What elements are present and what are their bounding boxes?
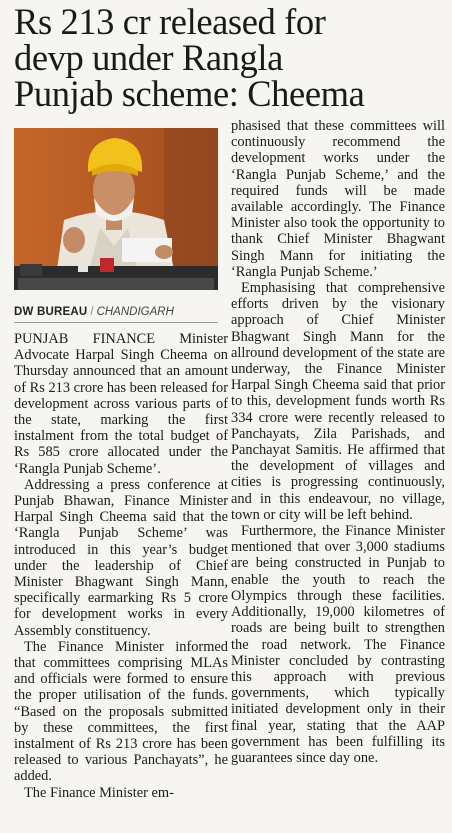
headline <box>14 1 444 114</box>
headline-line-1: Rs 213 cr released for <box>14 1 326 42</box>
paragraph-3: The Finance Minister informed that committees comprising MLAs and officials were formed to ensure the proper utilisation of the funds. “Based on the proposals submitted by these committees, the first instalment of Rs 213 crore has been released to various Panchayats”, he added. <box>14 638 228 785</box>
news-photo-icon <box>14 128 218 290</box>
paragraph-4-start: The Finance Minister em- <box>24 784 174 801</box>
article-column-right <box>231 118 445 766</box>
byline-separator: / <box>90 306 94 318</box>
byline-divider <box>14 322 218 323</box>
headline-line-3: Punjab scheme: Cheema <box>14 73 365 114</box>
paragraph-4-continued: phasised that these committees will continuously recommend the development works under the ‘Rangla Punjab Scheme,’ and the required funds will be made available accordingly. The Finance Minister also took the opportunity to thank Chief Minister Bhagwant Singh Mann for initiating the ‘Rangla Punjab Scheme.’ <box>231 118 445 280</box>
paragraph-1: PUNJAB FINANCE Minister Advocate Harpal Singh Cheema on Thursday announced that an amount of Rs 213 crore has been released for development across various parts of the state, marking the first instalment from the total budget of Rs 585 crore allocated under the ‘Rangla Punjab Scheme’. <box>14 331 228 477</box>
byline-bureau: DW BUREAU <box>14 306 88 318</box>
news-photo <box>14 128 218 290</box>
paragraph-5: Emphasising that comprehensive efforts driven by the visionary approach of Chief Minister Bhagwant Singh Mann for the allround development of the state are underway, the Finance Minister Harpal Singh Cheema said that prior to this, development funds worth Rs 334 crore were recently released to Panchayats, Zila Parishads, and Panchayat Samitis. He affirmed that the development of villages and cities is progressing continuously, and in this endeavour, no village, town or city will be left behind. <box>231 280 445 523</box>
article-column-left <box>14 331 228 801</box>
paragraph-2: Addressing a press conference at Punjab Bhawan, Finance Minister Harpal Singh Cheema said that the ‘Rangla Punjab Scheme’ was introduced in this year’s budget under the leadership of Chief Minister Bhagwant Singh Mann, specifically earmarking Rs 5 crore for development works in every Assembly constituency. <box>14 476 228 639</box>
byline-city: CHANDIGARH <box>96 306 174 318</box>
headline-line-2: devp under Rangla <box>14 37 283 78</box>
byline <box>14 306 218 318</box>
paragraph-6: Furthermore, the Finance Minister mentioned that over 3,000 stadiums are being constructed in Punjab to enable the youth to reach the Olympics through these facilities. Additionally, 19,000 kilometres of roads are being built to strengthen the road network. The Finance Minister concluded by contrasting this approach with previous governments, which typically initiated development only in their final year, stating that the AAP government has been fulfilling its guarantees since day one. <box>231 523 445 766</box>
